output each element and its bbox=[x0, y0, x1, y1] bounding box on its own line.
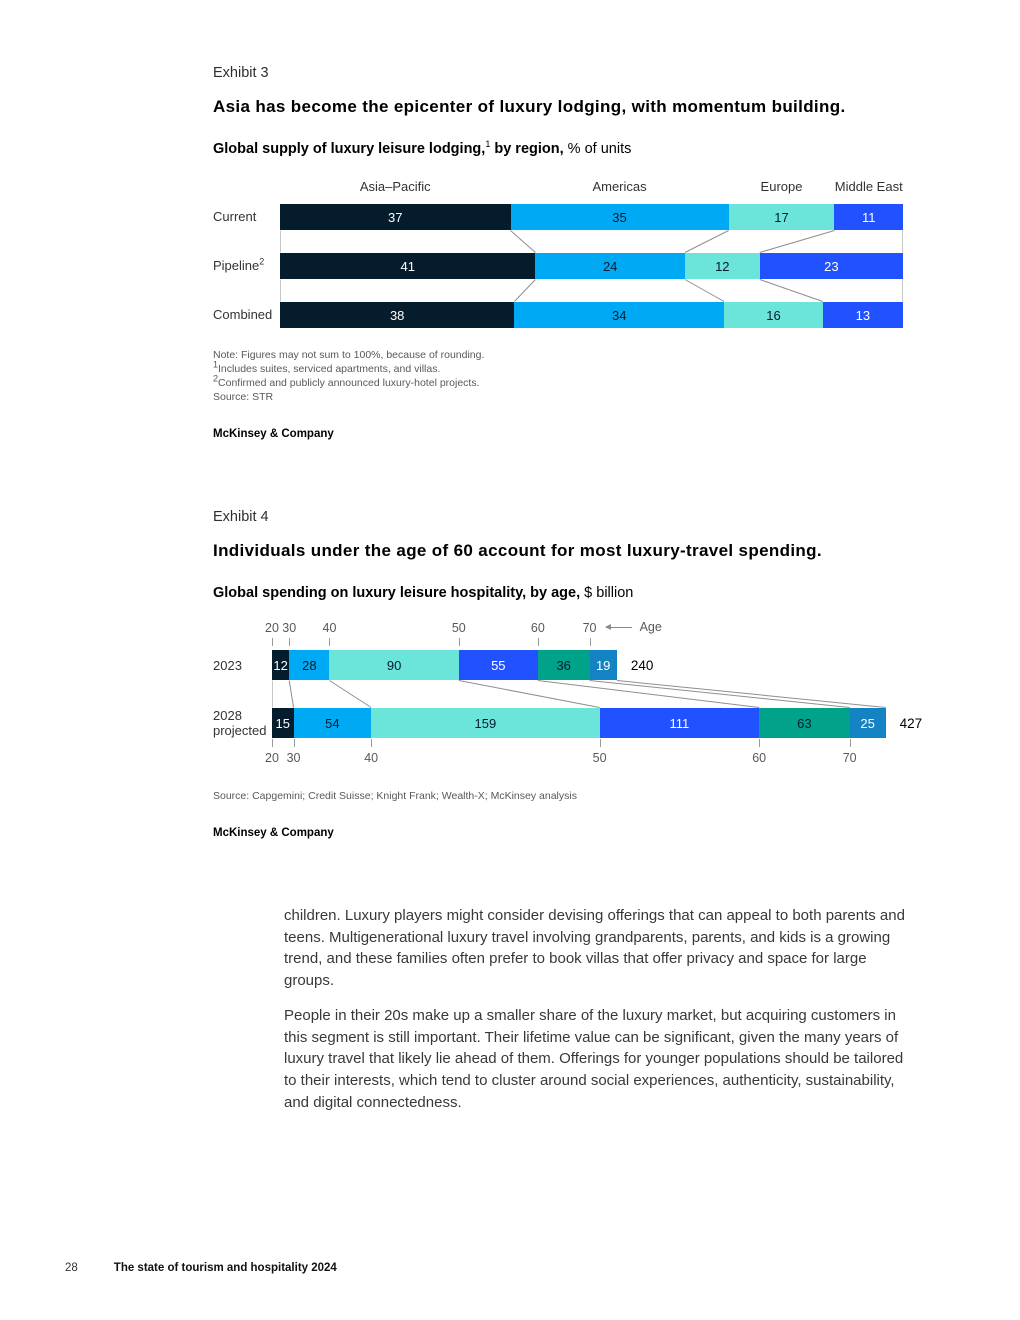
source-text: Source: STR bbox=[213, 391, 274, 404]
row-label bbox=[213, 650, 242, 680]
connector-lines bbox=[280, 230, 903, 253]
source-line bbox=[213, 390, 933, 404]
footnote-marker: 2 bbox=[259, 256, 265, 267]
age-tick bbox=[294, 739, 295, 747]
row-label-text: Current bbox=[213, 209, 257, 224]
bar-segment: 12 bbox=[685, 253, 760, 279]
age-tick bbox=[590, 638, 591, 646]
exhibit4-subtitle bbox=[213, 585, 933, 601]
age-tick-label: 30 bbox=[282, 621, 297, 635]
column-header: Europe bbox=[760, 179, 803, 194]
note-line bbox=[213, 359, 933, 376]
bar-segment: 159 bbox=[371, 708, 599, 738]
row-label-text: Combined bbox=[213, 307, 273, 322]
bar-segment: 90 bbox=[329, 650, 458, 680]
age-tick bbox=[329, 638, 330, 646]
bar-segment: 24 bbox=[535, 253, 685, 279]
exhibit4-notes bbox=[213, 789, 933, 803]
exhibit3-chart bbox=[213, 177, 933, 328]
bar-segment: 41 bbox=[280, 253, 535, 279]
body-paragraph-1: children. Luxury players might consider devising offerings that can appeal to both parents and teens. Multigenerational luxury travel involving grandparents, parents, and kids is a growing trend, and these families often prefer to book villas that offer privacy and space for large groups. bbox=[284, 907, 905, 990]
note-line bbox=[213, 348, 933, 362]
age-axis-annotation bbox=[604, 620, 662, 634]
bar-segment: 17 bbox=[729, 204, 835, 230]
column-header: Middle East bbox=[834, 179, 903, 194]
bar-row bbox=[280, 253, 903, 279]
row-label-text-2: projected bbox=[213, 723, 267, 738]
note-text: Note: Figures may not sum to 100%, because of rounding. bbox=[213, 349, 485, 361]
bar-segment: 19 bbox=[590, 650, 617, 680]
age-tick-label: 40 bbox=[364, 751, 379, 765]
bar-row bbox=[272, 708, 886, 738]
exhibit4-subtitle-bold: Global spending on luxury leisure hospitality, by age, bbox=[213, 585, 581, 601]
exhibit3-subtitle-footnote-marker: 1 bbox=[485, 139, 491, 150]
bar-row bbox=[272, 650, 617, 680]
bar-segment: 55 bbox=[459, 650, 538, 680]
row-label bbox=[213, 302, 272, 328]
age-tick bbox=[459, 638, 460, 646]
age-tick-label: 20 bbox=[265, 621, 279, 635]
row-label bbox=[213, 204, 256, 230]
connector-lines bbox=[272, 680, 888, 708]
bar-segment: 15 bbox=[272, 708, 294, 738]
row-label-text: 2028 bbox=[213, 708, 242, 723]
bar-segment: 63 bbox=[759, 708, 850, 738]
footnote-marker: 2 bbox=[213, 373, 219, 384]
age-tick bbox=[850, 739, 851, 747]
total-label: 240 bbox=[630, 657, 654, 673]
age-tick-label: 30 bbox=[286, 751, 301, 765]
exhibit3-title: Asia has become the epicenter of luxury lodging, with momentum building. bbox=[213, 97, 846, 116]
exhibit3-subtitle bbox=[213, 141, 933, 157]
footer-report-title: The state of tourism and hospitality 2024 bbox=[113, 1262, 337, 1274]
age-tick bbox=[538, 638, 539, 646]
footnote-marker: 1 bbox=[213, 359, 219, 370]
exhibit4-eyebrow: Exhibit 4 bbox=[213, 509, 269, 525]
bar-row bbox=[280, 302, 903, 328]
age-tick-label: 20 bbox=[265, 751, 279, 765]
bar-segment: 37 bbox=[280, 204, 511, 230]
age-tick bbox=[371, 739, 372, 747]
row-label bbox=[213, 253, 264, 279]
age-tick-label: 70 bbox=[582, 621, 597, 635]
bar-segment: 23 bbox=[760, 253, 903, 279]
column-header: Americas bbox=[592, 179, 647, 194]
age-tick bbox=[272, 739, 273, 747]
note-text: Includes suites, serviced apartments, and villas. bbox=[218, 363, 441, 376]
bar-segment: 111 bbox=[600, 708, 760, 738]
total-label: 427 bbox=[899, 715, 923, 731]
connector-lines bbox=[280, 279, 903, 302]
exhibit-3 bbox=[213, 65, 933, 440]
row-label-text: 2023 bbox=[213, 657, 242, 673]
bar-segment: 16 bbox=[724, 302, 823, 328]
age-tick-label: 70 bbox=[842, 751, 857, 765]
bar-segment: 35 bbox=[511, 204, 729, 230]
mckinsey-brand-line: McKinsey & Company bbox=[213, 827, 334, 840]
age-tick-label: 40 bbox=[322, 621, 337, 635]
bar-segment: 36 bbox=[538, 650, 590, 680]
row-label bbox=[213, 708, 266, 738]
column-header: Asia–Pacific bbox=[359, 179, 431, 194]
bar-segment: 12 bbox=[272, 650, 289, 680]
age-tick bbox=[272, 638, 273, 646]
bar-segment: 13 bbox=[823, 302, 903, 328]
age-tick-label: 50 bbox=[451, 621, 466, 635]
note-text: Confirmed and publicly announced luxury-hotel projects. bbox=[218, 377, 480, 390]
age-axis-label: Age bbox=[639, 620, 662, 634]
bar-segment: 28 bbox=[289, 650, 329, 680]
body-paragraph-2: People in their 20s make up a smaller share of the luxury market, but acquiring customers in this segment is still important. Their lifetime value can be significant, given the many years of luxury travel that likely lie ahead of them. Offerings for younger populations should be tailored to their interests, which tend to cluster around social experiences, authenticity, sustainability, and digital connectedness. bbox=[284, 1006, 904, 1111]
left-arrow-icon bbox=[606, 627, 632, 628]
exhibit-4 bbox=[213, 509, 933, 839]
bar-segment: 38 bbox=[280, 302, 514, 328]
page-number: 28 bbox=[65, 1262, 78, 1274]
exhibit4-title: Individuals under the age of 60 account for most luxury-travel spending. bbox=[213, 541, 822, 560]
mckinsey-brand-line: McKinsey & Company bbox=[213, 428, 334, 441]
age-tick-label: 50 bbox=[592, 751, 607, 765]
age-tick bbox=[289, 638, 290, 646]
bar-segment: 11 bbox=[834, 204, 903, 230]
bar-segment: 34 bbox=[514, 302, 724, 328]
age-tick-label: 60 bbox=[752, 751, 767, 765]
exhibit3-notes bbox=[213, 348, 933, 404]
body-text bbox=[284, 905, 912, 1126]
source-line: Source: Capgemini; Credit Suisse; Knight Frank; Wealth-X; McKinsey analysis bbox=[213, 790, 577, 802]
page-footer bbox=[65, 1262, 337, 1274]
note-line bbox=[213, 373, 933, 390]
age-tick-label: 60 bbox=[530, 621, 545, 635]
bar-segment: 25 bbox=[850, 708, 886, 738]
age-tick bbox=[759, 739, 760, 747]
exhibit4-chart bbox=[213, 621, 933, 769]
row-label-text: Pipeline bbox=[213, 258, 260, 273]
exhibit3-subtitle-bold-2: by region, bbox=[490, 141, 564, 157]
bar-row bbox=[280, 204, 903, 230]
exhibit3-subtitle-bold: Global supply of luxury leisure lodging, bbox=[213, 141, 486, 157]
exhibit3-subtitle-unit: % of units bbox=[563, 141, 632, 157]
exhibit4-subtitle-unit: $ billion bbox=[580, 585, 634, 601]
exhibit3-eyebrow: Exhibit 3 bbox=[213, 65, 269, 81]
bar-segment: 54 bbox=[294, 708, 372, 738]
age-tick bbox=[600, 739, 601, 747]
